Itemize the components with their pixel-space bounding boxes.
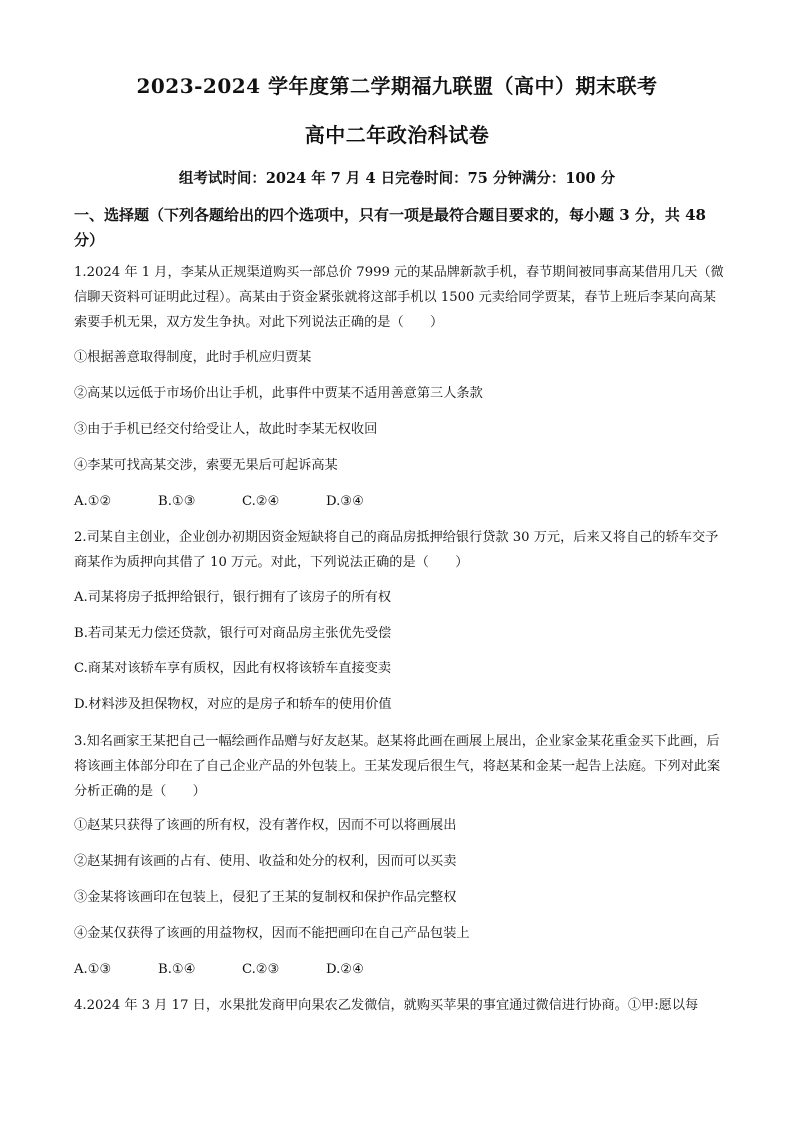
question-4-stem: 4.2024 年 3 月 17 日，水果批发商甲向果农乙发微信，就购买苹果的事宜通过微信进行协商。①甲:愿以每 — [74, 998, 699, 1013]
question-1-choice-b: B.①③ — [158, 494, 196, 509]
question-2-choice-c: C.商某对该轿车享有质权，因此有权将该轿车直接变卖 — [74, 661, 392, 676]
question-3-statement-1: ①赵某只获得了该画的所有权，没有著作权，因而不可以将画展出 — [74, 818, 457, 833]
question-3-statement-3: ③金某将该画印在包装上，侵犯了王某的复制权和保护作品完整权 — [74, 890, 457, 905]
question-3-choices — [74, 960, 410, 980]
exam-subtitle: 高中二年政治科试卷 — [304, 123, 490, 147]
question-1-statement-3: ③由于手机已经交付给受让人，故此时李某无权收回 — [74, 422, 378, 437]
question-1-stem: 1.2024 年 1 月，李某从正规渠道购买一部总价 7999 元的某品牌新款手机，春节期间被同事高某借用几天（微信聊天资料可证明此过程）。高某由于资金紧张就将这部手机以 1500 元卖给同学贾某，春节上班后李某向高某索要手机无果，双方发生争执。对此下列说法正确的是（ ） — [74, 265, 724, 330]
question-3-statement-2: ②赵某拥有该画的占有、使用、收益和处分的权利，因而可以买卖 — [74, 854, 457, 869]
exam-title: 2023-2024 学年度第二学期福九联盟（高中）期末联考 — [136, 74, 658, 98]
question-3-choice-c: C.②③ — [242, 962, 280, 977]
question-3-statement-4: ④金某仅获得了该画的用益物权，因而不能把画印在自己产品包装上 — [74, 926, 470, 941]
exam-meta: 组考试时间：2024 年 7 月 4 日完卷时间：75 分钟满分：100 分 — [178, 170, 616, 187]
question-1-choices — [74, 492, 410, 512]
question-2-choice-a: A.司某将房子抵押给银行，银行拥有了该房子的所有权 — [74, 590, 392, 605]
question-3-choice-a: A.①③ — [74, 962, 112, 977]
question-2-choice-d: D.材料涉及担保物权，对应的是房子和轿车的使用价值 — [74, 697, 392, 712]
question-1-choice-c: C.②④ — [242, 494, 280, 509]
question-3-choice-b: B.①④ — [158, 962, 196, 977]
question-2-choice-b: B.若司某无力偿还贷款，银行可对商品房主张优先受偿 — [74, 626, 392, 641]
question-3-choice-d: D.②④ — [326, 962, 364, 977]
question-1-statement-1: ①根据善意取得制度，此时手机应归贾某 — [74, 350, 312, 365]
section-heading: 一、选择题（下列各题给出的四个选项中，只有一项是最符合题目要求的，每小题 3 分，共 48 分） — [74, 206, 706, 249]
question-1-statement-4: ④李某可找高某交涉，索要无果后可起诉高某 — [74, 458, 338, 473]
question-1-choice-d: D.③④ — [326, 494, 364, 509]
question-2-stem: 2.司某自主创业，企业创办初期因资金短缺将自己的商品房抵押给银行贷款 30 万元，后来又将自己的轿车交予商某作为质押向其借了 10 万元。对此，下列说法正确的是（ ） — [74, 530, 719, 570]
question-1-statement-2: ②高某以远低于市场价出让手机，此事件中贾某不适用善意第三人条款 — [74, 386, 483, 401]
question-3-stem: 3.知名画家王某把自己一幅绘画作品赠与好友赵某。赵某将此画在画展上展出，企业家金某花重金买下此画，后将该画主体部分印在了自己企业产品的外包装上。王某发现后很生气，将赵某和金某一起告上法庭。下列对此案分析正确的是（ ） — [74, 734, 721, 799]
question-1-choice-a: A.①② — [74, 494, 112, 509]
